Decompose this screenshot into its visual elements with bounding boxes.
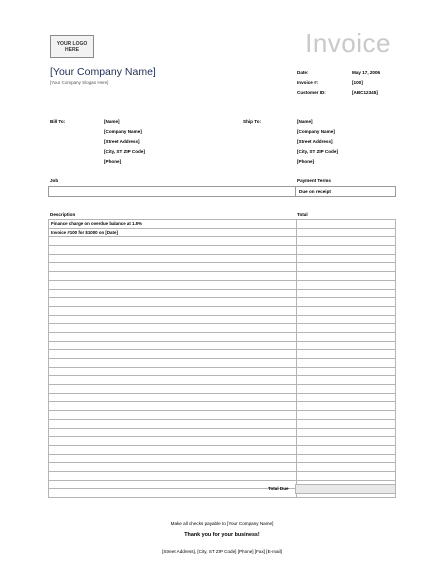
line-items-body [49, 220, 396, 498]
ship-to-address [297, 117, 338, 167]
description-cell[interactable] [49, 298, 297, 307]
table-row [49, 341, 396, 350]
invoice-number-value: [100] [352, 80, 363, 85]
table-row [49, 263, 396, 272]
total-cell[interactable] [297, 272, 396, 281]
job-field[interactable] [48, 186, 296, 197]
footer-address: [Street Address], [City, ST ZIP Code] [Phone] [Fax] [E-mail] [162, 549, 282, 554]
table-row [49, 350, 396, 359]
table-row [49, 376, 396, 385]
description-cell[interactable] [49, 489, 297, 498]
description-cell[interactable] [49, 315, 297, 324]
description-cell[interactable] [49, 341, 297, 350]
table-row [49, 289, 396, 298]
customer-id-value: [ABC12345] [352, 90, 378, 95]
table-row [49, 428, 396, 437]
table-row [49, 237, 396, 246]
description-cell[interactable] [49, 280, 297, 289]
total-due-label: Total Due [268, 486, 289, 491]
total-cell[interactable] [297, 332, 396, 341]
table-row [49, 419, 396, 428]
total-cell[interactable] [297, 367, 396, 376]
description-cell[interactable] [49, 359, 297, 368]
total-due-field[interactable] [295, 484, 396, 494]
total-cell[interactable] [297, 437, 396, 446]
table-row [49, 445, 396, 454]
total-cell[interactable] [297, 402, 396, 411]
total-cell[interactable] [297, 393, 396, 402]
description-cell[interactable] [49, 445, 297, 454]
total-cell[interactable] [297, 315, 396, 324]
description-cell[interactable] [49, 376, 297, 385]
description-cell[interactable] [49, 254, 297, 263]
total-cell[interactable] [297, 376, 396, 385]
total-cell[interactable] [297, 350, 396, 359]
description-cell[interactable] [49, 454, 297, 463]
total-cell[interactable] [297, 246, 396, 255]
total-cell[interactable] [297, 385, 396, 394]
table-row [49, 254, 396, 263]
total-cell[interactable] [297, 454, 396, 463]
table-row [49, 298, 396, 307]
bill-to-label: Bill To: [50, 119, 66, 124]
description-cell[interactable] [49, 246, 297, 255]
total-cell[interactable] [297, 411, 396, 420]
description-cell[interactable] [49, 367, 297, 376]
bill-to-street: [Street Address] [104, 139, 140, 144]
ship-to-city: [City, ST ZIP Code] [297, 149, 338, 154]
company-slogan: [Your Company Slogan Here] [50, 80, 109, 85]
total-cell[interactable] [297, 280, 396, 289]
ship-to-name: [Name] [297, 119, 313, 124]
date-value: May 17, 2006 [352, 70, 381, 75]
total-cell[interactable] [297, 298, 396, 307]
total-cell[interactable] [297, 324, 396, 333]
payment-terms-field[interactable] [295, 186, 396, 197]
total-cell[interactable] [297, 359, 396, 368]
table-row [49, 280, 396, 289]
total-cell[interactable] [297, 228, 396, 237]
description-cell[interactable] [49, 463, 297, 472]
description-cell[interactable]: Finance charge on overdue balance at 1.5% [49, 220, 297, 229]
description-cell[interactable] [49, 437, 297, 446]
payment-terms-label: Payment Terms [297, 178, 331, 183]
ship-to-label: Ship To: [243, 119, 262, 124]
description-cell[interactable] [49, 306, 297, 315]
description-cell[interactable] [49, 419, 297, 428]
invoice-title: Invoice [305, 28, 391, 58]
table-row [49, 393, 396, 402]
bill-to-city: [City, ST ZIP Code] [104, 149, 145, 154]
description-cell[interactable] [49, 263, 297, 272]
logo-line-2: HERE [65, 46, 79, 53]
total-cell[interactable] [297, 445, 396, 454]
description-cell[interactable] [49, 393, 297, 402]
table-row [49, 315, 396, 324]
table-row [49, 324, 396, 333]
description-cell[interactable] [49, 350, 297, 359]
line-items-table [48, 219, 396, 498]
table-row [49, 411, 396, 420]
table-row [49, 272, 396, 281]
ship-to-street: [Street Address] [297, 139, 333, 144]
customer-id-label: Customer ID: [297, 90, 326, 95]
total-cell[interactable] [297, 220, 396, 229]
logo-line-1: YOUR LOGO [56, 40, 88, 47]
description-cell[interactable] [49, 385, 297, 394]
total-cell[interactable] [297, 263, 396, 272]
description-cell[interactable] [49, 332, 297, 341]
total-cell[interactable] [297, 237, 396, 246]
footer-payable: Make all checks payable to [Your Company Name] [170, 521, 274, 526]
description-cell[interactable] [49, 428, 297, 437]
description-cell[interactable] [49, 272, 297, 281]
bill-to-company: [Company Name] [104, 129, 142, 134]
job-label: Job [50, 178, 59, 183]
description-cell[interactable] [49, 237, 297, 246]
table-row [49, 359, 396, 368]
description-cell[interactable]: Invoice #100 for $1000 on [Date] [49, 228, 297, 237]
description-cell[interactable] [49, 411, 297, 420]
total-header: Total [297, 212, 308, 217]
description-cell[interactable] [49, 324, 297, 333]
table-row [49, 463, 396, 472]
payment-terms-value: Due on receipt [299, 189, 331, 194]
ship-to-company: [Company Name] [297, 129, 335, 134]
table-row [49, 220, 396, 229]
description-header: Description [50, 212, 76, 217]
description-cell[interactable] [49, 402, 297, 411]
total-cell[interactable] [297, 341, 396, 350]
description-cell[interactable] [49, 471, 297, 480]
table-row [49, 246, 396, 255]
table-row [49, 385, 396, 394]
table-row [49, 367, 396, 376]
company-name: [Your Company Name] [50, 66, 156, 78]
table-row [49, 454, 396, 463]
invoice-number-label: Invoice #: [297, 80, 319, 85]
table-row [49, 332, 396, 341]
total-cell[interactable] [297, 254, 396, 263]
table-row [49, 437, 396, 446]
table-row [49, 471, 396, 480]
ship-to-phone: [Phone] [297, 159, 315, 164]
bill-to-name: [Name] [104, 119, 120, 124]
total-cell[interactable] [297, 471, 396, 480]
table-row [49, 306, 396, 315]
table-row [49, 402, 396, 411]
date-label: Date: [297, 70, 309, 75]
bill-to-address [104, 117, 145, 167]
company-logo [50, 35, 94, 58]
total-cell[interactable] [297, 463, 396, 472]
table-row [49, 228, 396, 237]
total-cell[interactable] [297, 428, 396, 437]
total-cell[interactable] [297, 419, 396, 428]
description-cell[interactable] [49, 289, 297, 298]
description-cell[interactable] [49, 480, 297, 489]
bill-to-phone: [Phone] [104, 159, 122, 164]
total-cell[interactable] [297, 306, 396, 315]
footer-thanks: Thank you for your business! [184, 532, 260, 538]
total-cell[interactable] [297, 289, 396, 298]
